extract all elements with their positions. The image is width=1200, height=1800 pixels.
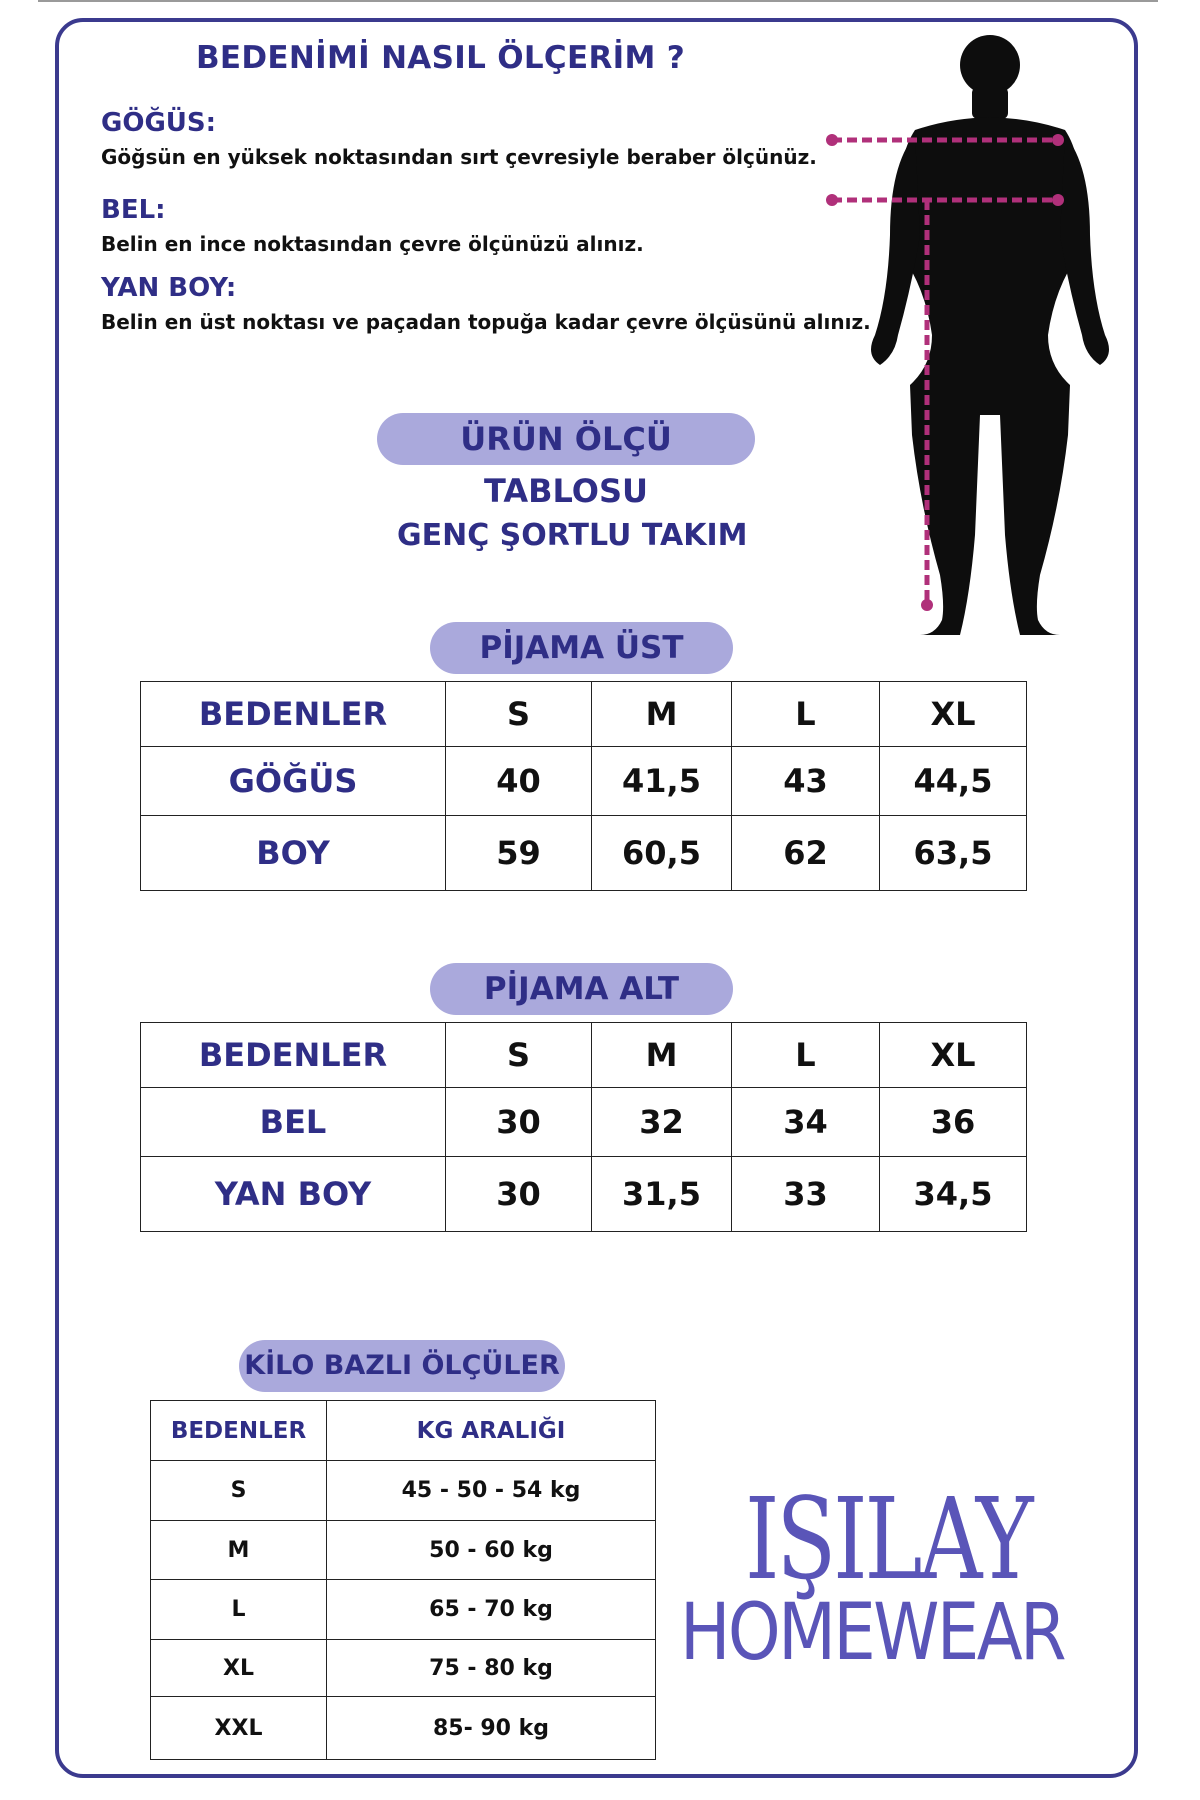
table-cell: XXL bbox=[151, 1697, 327, 1760]
table-cell: 43 bbox=[732, 747, 880, 816]
table-header-row bbox=[151, 1401, 656, 1461]
row-label: BOY bbox=[141, 816, 446, 891]
pajama-top-size-table bbox=[140, 681, 1027, 891]
table-header-cell: BEDENLER bbox=[151, 1401, 327, 1461]
weight-size-table bbox=[150, 1400, 656, 1760]
brand-logo-tagline: HOMEWEAR bbox=[680, 1588, 1065, 1678]
table-cell: 31,5 bbox=[592, 1157, 732, 1232]
table-header-row bbox=[141, 682, 1027, 747]
table-cell: 40 bbox=[446, 747, 592, 816]
top-divider bbox=[38, 0, 1158, 2]
table-header-cell: M bbox=[592, 682, 732, 747]
table-row bbox=[141, 816, 1027, 891]
table-cell: 65 - 70 kg bbox=[327, 1580, 656, 1640]
table-row bbox=[141, 747, 1027, 816]
table-cell: L bbox=[151, 1580, 327, 1640]
table-cell: 59 bbox=[446, 816, 592, 891]
table-cell: 41,5 bbox=[592, 747, 732, 816]
table-header-cell: S bbox=[446, 682, 592, 747]
table-header-row bbox=[141, 1023, 1027, 1088]
table-cell: 30 bbox=[446, 1088, 592, 1157]
chest-label: GÖĞÜS: bbox=[101, 108, 217, 138]
table-cell: 33 bbox=[732, 1157, 880, 1232]
table-cell: 63,5 bbox=[880, 816, 1027, 891]
waist-marker-left bbox=[826, 194, 838, 206]
table-cell: 62 bbox=[732, 816, 880, 891]
table-cell: M bbox=[151, 1521, 327, 1580]
row-label: YAN BOY bbox=[141, 1157, 446, 1232]
table-row bbox=[151, 1697, 656, 1760]
table-header-cell: XL bbox=[880, 682, 1027, 747]
waist-label: BEL: bbox=[101, 195, 166, 225]
table-cell: 34,5 bbox=[880, 1157, 1027, 1232]
chest-marker-left bbox=[826, 134, 838, 146]
table-cell: 60,5 bbox=[592, 816, 732, 891]
weight-based-badge: KİLO BAZLI ÖLÇÜLER bbox=[239, 1340, 565, 1392]
table-header-cell: BEDENLER bbox=[141, 1023, 446, 1088]
table-header-cell: L bbox=[732, 1023, 880, 1088]
table-header-cell: KG ARALIĞI bbox=[327, 1401, 656, 1461]
side-length-label: YAN BOY: bbox=[101, 273, 237, 303]
table-row bbox=[151, 1580, 656, 1640]
table-cell: 85- 90 kg bbox=[327, 1697, 656, 1760]
product-name: GENÇ ŞORTLU TAKIM bbox=[397, 518, 748, 553]
table-cell: 36 bbox=[880, 1088, 1027, 1157]
table-cell: S bbox=[151, 1461, 327, 1521]
table-row bbox=[141, 1088, 1027, 1157]
table-row bbox=[151, 1521, 656, 1580]
pajama-bottom-badge: PİJAMA ALT bbox=[430, 963, 733, 1015]
size-table-badge: ÜRÜN ÖLÇÜ TABLOSU bbox=[377, 413, 755, 465]
body-silhouette-illustration bbox=[820, 35, 1140, 650]
side-length-description: Belin en üst noktası ve paçadan topuğa kadar çevre ölçüsünü alınız. bbox=[101, 310, 871, 334]
brand-logo-name: IŞILAY bbox=[745, 1475, 1031, 1605]
pajama-top-badge: PİJAMA ÜST bbox=[430, 622, 733, 674]
table-cell: 45 - 50 - 54 kg bbox=[327, 1461, 656, 1521]
table-header-cell: BEDENLER bbox=[141, 682, 446, 747]
table-header-cell: L bbox=[732, 682, 880, 747]
waist-marker-right bbox=[1052, 194, 1064, 206]
table-row bbox=[141, 1157, 1027, 1232]
chest-description: Göğsün en yüksek noktasından sırt çevresiyle beraber ölçünüz. bbox=[101, 145, 817, 169]
silhouette-icon bbox=[871, 35, 1109, 635]
table-cell: 75 - 80 kg bbox=[327, 1640, 656, 1697]
table-cell: 30 bbox=[446, 1157, 592, 1232]
table-cell: 44,5 bbox=[880, 747, 1027, 816]
table-header-cell: S bbox=[446, 1023, 592, 1088]
side-length-marker-bottom bbox=[921, 599, 933, 611]
table-cell: 50 - 60 kg bbox=[327, 1521, 656, 1580]
table-row bbox=[151, 1640, 656, 1697]
page-title: BEDENİMİ NASIL ÖLÇERİM ? bbox=[196, 40, 685, 76]
waist-description: Belin en ince noktasından çevre ölçünüzü alınız. bbox=[101, 232, 644, 256]
chest-marker-right bbox=[1052, 134, 1064, 146]
row-label: BEL bbox=[141, 1088, 446, 1157]
table-row bbox=[151, 1461, 656, 1521]
table-cell: 32 bbox=[592, 1088, 732, 1157]
table-cell: XL bbox=[151, 1640, 327, 1697]
pajama-bottom-size-table bbox=[140, 1022, 1027, 1232]
row-label: GÖĞÜS bbox=[141, 747, 446, 816]
table-cell: 34 bbox=[732, 1088, 880, 1157]
table-header-cell: XL bbox=[880, 1023, 1027, 1088]
table-header-cell: M bbox=[592, 1023, 732, 1088]
